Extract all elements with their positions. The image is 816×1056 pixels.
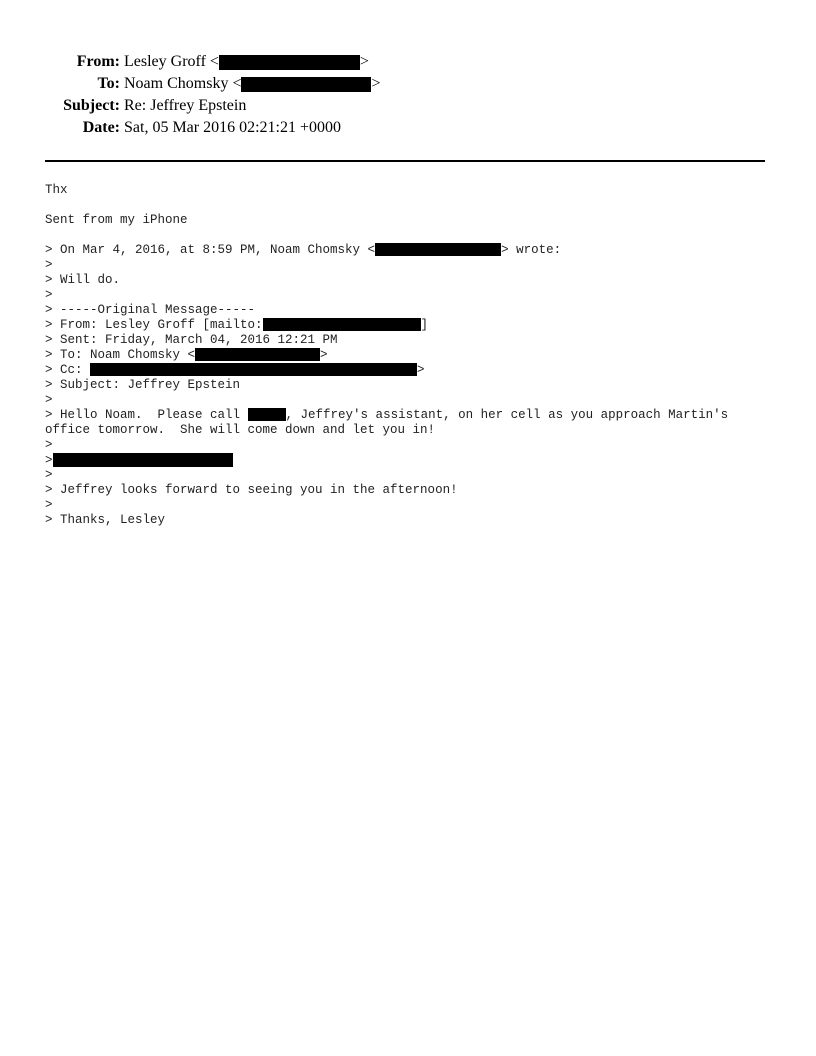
subject-label: Subject: (63, 97, 120, 114)
quoted-line: > (45, 393, 53, 407)
redaction-block (53, 453, 233, 467)
to-name: Noam Chomsky < (124, 75, 242, 92)
date-value: Sat, 05 Mar 2016 02:21:21 +0000 (124, 119, 342, 136)
redaction-block (241, 77, 371, 92)
quoted-line: > Jeffrey looks forward to seeing you in the afternoon! (45, 483, 458, 497)
quoted-line: > (45, 438, 53, 452)
quoted-text: > From: Lesley Groff [mailto: (45, 318, 263, 332)
to-row (0, 73, 816, 95)
to-label: To: (97, 75, 120, 92)
quoted-text: > (320, 348, 328, 362)
quoted-line (45, 363, 775, 378)
redaction-block (90, 363, 417, 376)
quoted-line: > Will do. (45, 273, 121, 287)
header-divider (45, 160, 765, 162)
quoted-line: > (45, 288, 53, 302)
quoted-text: > To: Noam Chomsky < (45, 348, 196, 362)
quoted-line: > Subject: Jeffrey Epstein (45, 378, 241, 392)
quoted-line: > (45, 258, 53, 272)
quoted-text: > Cc: (45, 363, 91, 377)
to-value (124, 73, 381, 95)
quoted-line: > Sent: Friday, March 04, 2016 12:21 PM (45, 333, 338, 347)
date-row (0, 117, 816, 139)
quoted-line (45, 408, 775, 423)
quoted-text: , Jeffrey's assistant, on her cell as you approach Martin's (285, 408, 729, 422)
to-end: > (371, 75, 381, 92)
body-line: Thx (45, 183, 68, 197)
quoted-line (45, 348, 775, 363)
from-row (0, 51, 816, 73)
quoted-text: > Hello Noam. Please call (45, 408, 248, 422)
quoted-line: > (45, 468, 53, 482)
from-end: > (359, 53, 369, 70)
body-line: Sent from my iPhone (45, 213, 188, 227)
date-label: Date: (82, 119, 120, 136)
quoted-text: > (417, 363, 425, 377)
redaction-block (263, 318, 421, 331)
from-name: Lesley Groff < (124, 53, 219, 70)
quoted-text: > wrote: (501, 243, 562, 257)
subject-value: Re: Jeffrey Epstein (124, 97, 247, 114)
quoted-line (45, 243, 775, 258)
quoted-text: > (45, 453, 53, 468)
quoted-line: > (45, 498, 53, 512)
redaction-block (219, 55, 360, 70)
redaction-block (375, 243, 501, 256)
quoted-line (45, 318, 775, 333)
quoted-line (45, 453, 775, 468)
quoted-line: office tomorrow. She will come down and let you in! (45, 423, 436, 437)
email-header (0, 51, 816, 139)
quoted-text: > On Mar 4, 2016, at 8:59 PM, Noam Chomsky < (45, 243, 376, 257)
subject-row (0, 95, 816, 117)
redaction-block (195, 348, 320, 361)
from-value (124, 51, 369, 73)
quoted-text: ] (420, 318, 429, 332)
email-body (45, 183, 775, 528)
from-label: From: (76, 53, 120, 70)
quoted-line: > -----Original Message----- (45, 303, 256, 317)
redaction-block (248, 408, 286, 421)
quoted-line: > Thanks, Lesley (45, 513, 166, 527)
